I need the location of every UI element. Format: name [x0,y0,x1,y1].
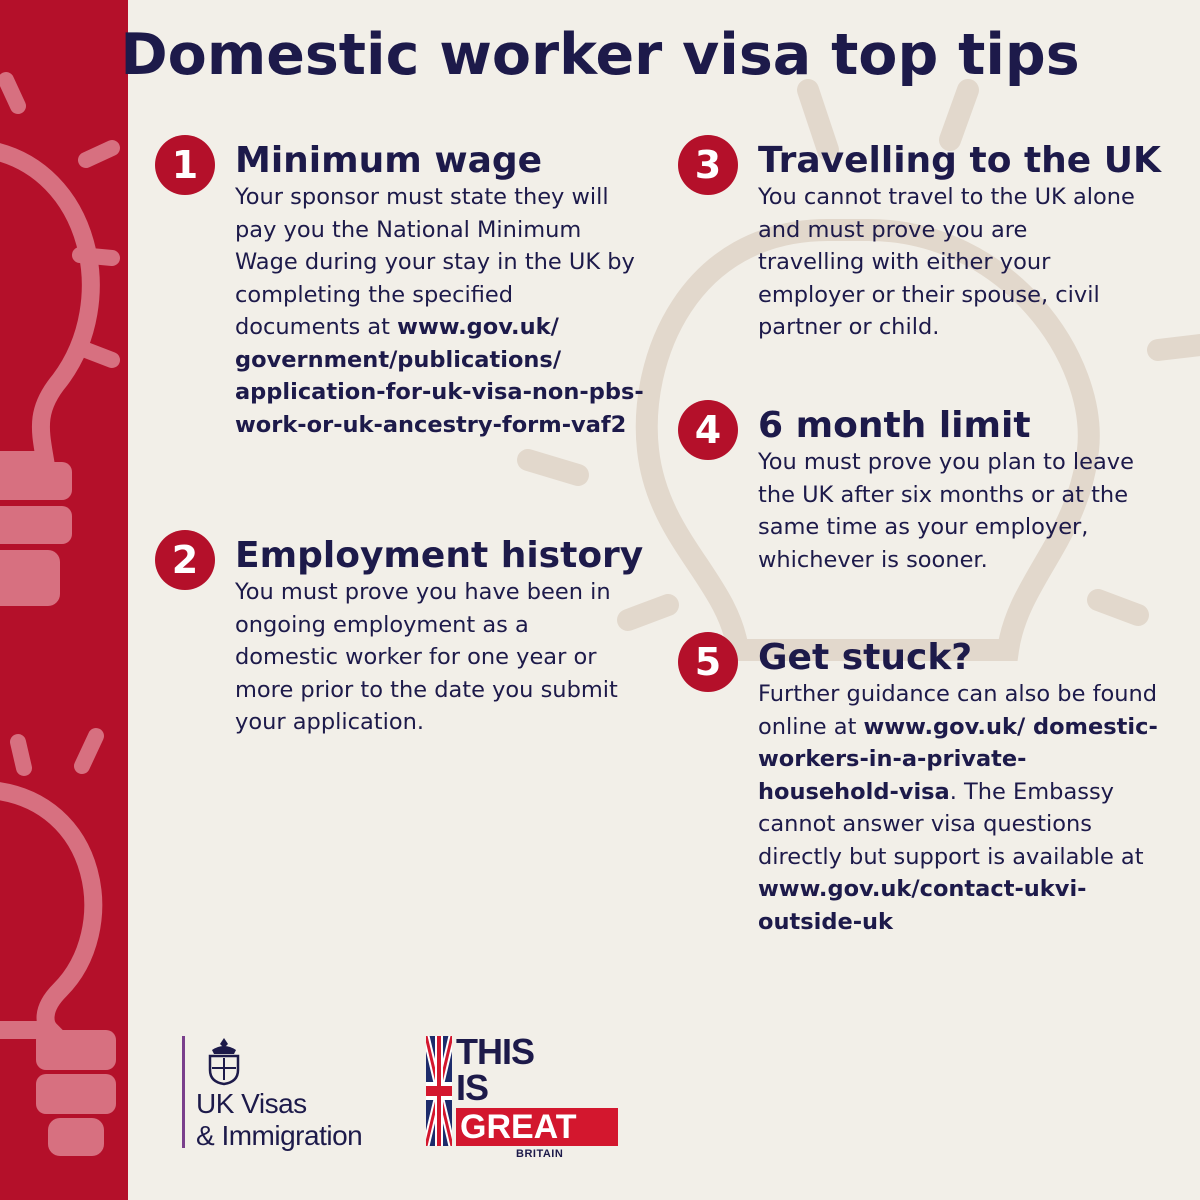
tip-body: You must prove you have been in ongoing employment as a domestic worker for one year or more prior to the date you submit your application. [235,579,618,735]
tip-6-month-limit [678,400,1178,590]
tip-employment-history [155,530,655,750]
tip-link[interactable]: www.gov.uk/ domestic-workers-in-a-private-household-visa [758,713,1158,805]
lightbulb-icon [0,0,128,1200]
ukvi-logo [182,1036,402,1151]
great-line-this: THIS [456,1031,535,1072]
left-decorative-band [0,0,128,1200]
page-title: Domestic worker visa top tips [120,22,1080,88]
tip-heading: Get stuck? [758,637,973,678]
tip-body [235,181,645,441]
great-line-britain: BRITAIN [516,1148,564,1160]
tip-body: You must prove you plan to leave the UK after six months or at the same time as your employer, whichever is sooner. [758,449,1134,573]
tip-body-text: . The Embassy cannot answer visa questions directly but support is available at [758,778,1144,870]
union-flag-icon [426,1036,452,1146]
tip-body-text: Further guidance can also be found online at [758,681,1158,740]
tip-get-stuck [678,632,1178,952]
tip-minimum-wage [155,135,655,485]
tip-link[interactable]: www.gov.uk/ government/publications/ application-for-uk-visa-non-pbs-work-or-uk-ancestry-form-vaf2 [235,314,644,438]
great-britain-logo [426,1031,596,1166]
tip-body: You cannot travel to the UK alone and must prove you are travelling with either your employer or their spouse, civil partner or child. [758,184,1135,340]
logo-divider [182,1036,185,1148]
tip-number-badge: 2 [155,530,215,590]
ukvi-line-2: & Immigration [196,1120,363,1151]
ukvi-line-1: UK Visas [196,1088,307,1119]
royal-crest-icon [202,1036,246,1086]
great-line-is: IS [456,1067,489,1108]
tip-body [758,678,1158,938]
great-line-great: GREAT [456,1108,618,1146]
ukvi-logo-text [196,1088,362,1152]
tip-heading: Travelling to the UK [758,140,1161,181]
tip-link[interactable]: www.gov.uk/contact-ukvi-outside-uk [758,876,1087,935]
tip-travelling-to-uk [678,135,1178,355]
tip-heading: Minimum wage [235,140,543,181]
tip-number-badge: 5 [678,632,738,692]
tip-number-badge: 1 [155,135,215,195]
tip-heading: Employment history [235,535,644,576]
tip-number-badge: 3 [678,135,738,195]
tip-number-badge: 4 [678,400,738,460]
tip-heading: 6 month limit [758,405,1031,446]
tip-body-text: Your sponsor must state they will pay you the National Minimum Wage during your stay in the UK by completing the specified documents at [235,184,635,340]
